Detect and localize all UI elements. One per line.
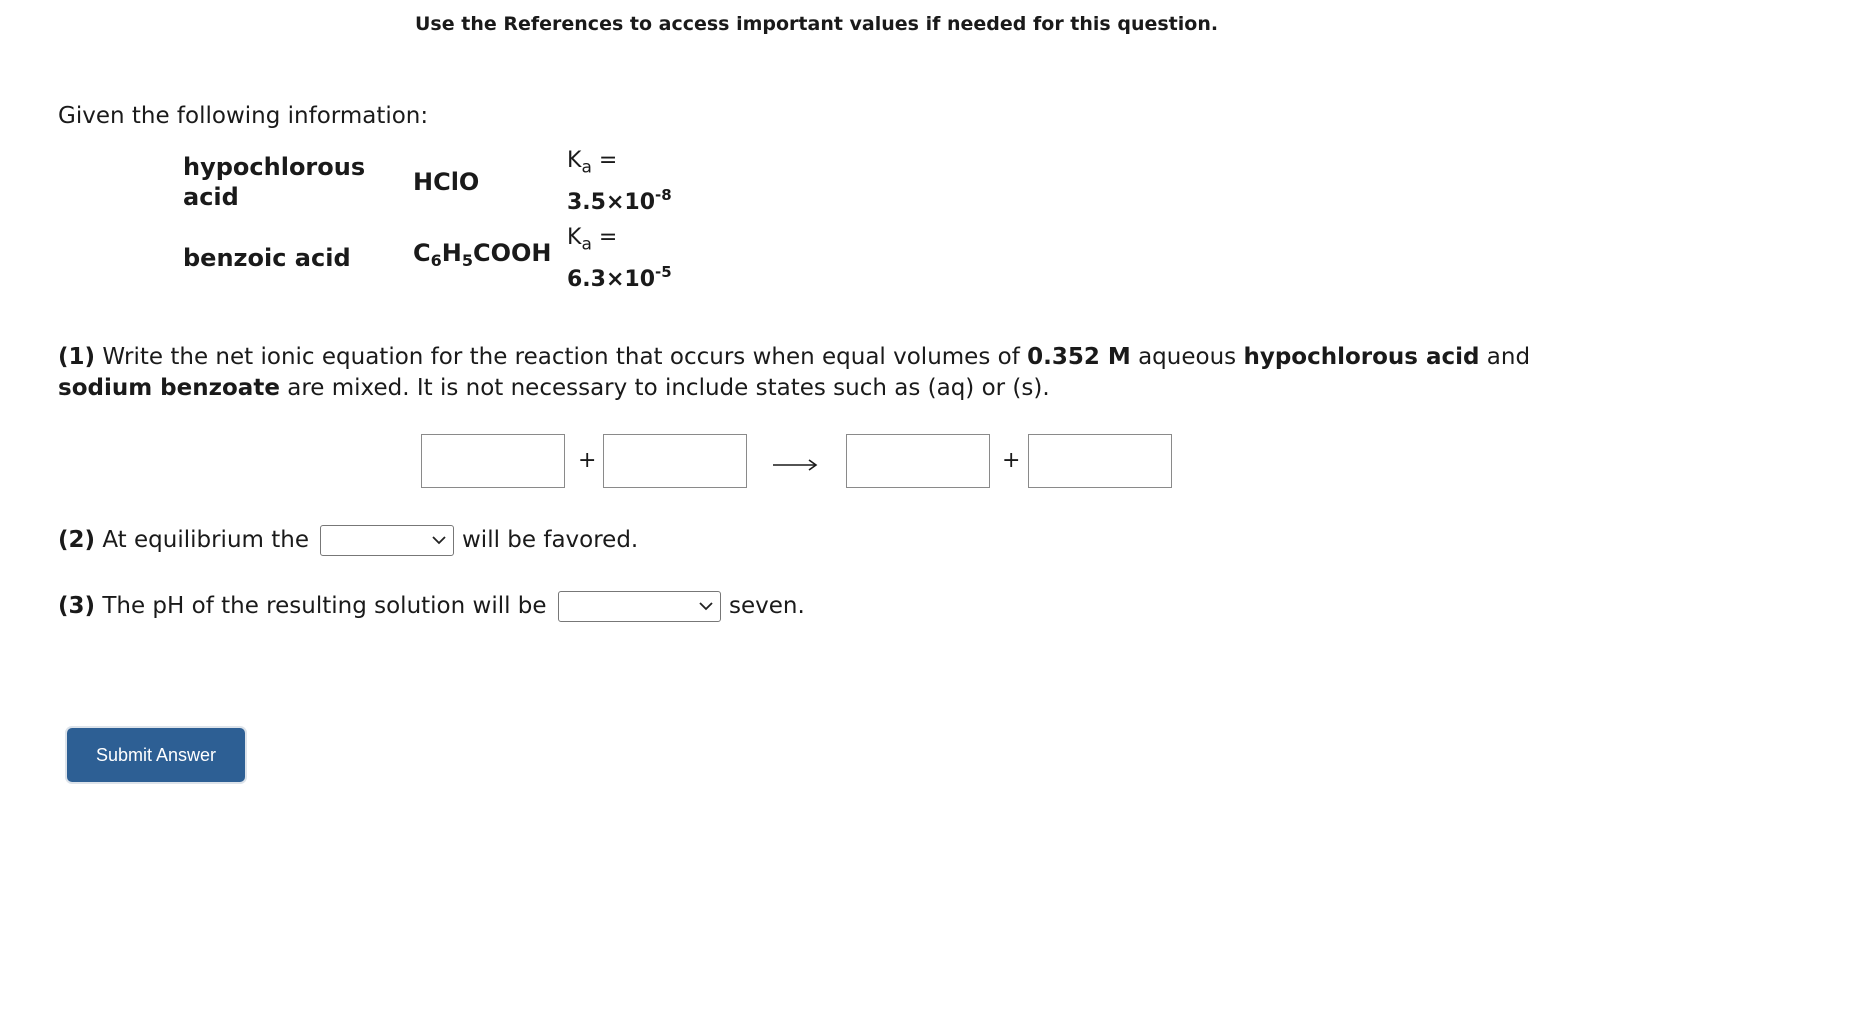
references-note: Use the References to access important values if needed for this question. (415, 13, 1219, 35)
question-3-number: (3) (58, 593, 96, 619)
ka-subscript: a (581, 157, 592, 178)
question-1-number: (1) (58, 344, 96, 370)
ph-comparison-select[interactable] (558, 591, 721, 622)
question-3-prefix-text: The pH of the resulting solution will be (95, 593, 547, 619)
formula-hclo: HClO (413, 168, 480, 196)
equation-product-2-input[interactable] (1028, 434, 1172, 488)
ka-symbol: K (567, 148, 582, 173)
formula-sub-5: 5 (461, 251, 473, 270)
ka-mantissa: 3.5×10 (567, 190, 656, 215)
question-1-reactant-2: sodium benzoate (58, 375, 280, 401)
question-2-prefix-text: At equilibrium the (95, 527, 309, 553)
question-1-text (58, 342, 1558, 404)
ka-symbol: K (567, 225, 582, 250)
equilibrium-favored-select[interactable] (320, 525, 454, 556)
formula-h: H (441, 239, 462, 267)
question-2-suffix: will be favored. (462, 527, 639, 553)
ka-equals: = (591, 225, 618, 250)
chevron-down-icon (699, 599, 713, 613)
ka-equals: = (591, 148, 618, 173)
question-1-reactant-1: hypochlorous acid (1243, 344, 1480, 370)
formula-benzoic (413, 238, 552, 268)
ka-subscript: a (581, 234, 592, 255)
question-3-suffix: seven. (729, 593, 805, 619)
question-3-prefix (58, 591, 547, 621)
ka-label-hclo (567, 148, 617, 177)
acid-name-line2: acid (183, 183, 239, 211)
ka-label-benzoic (567, 225, 617, 254)
equation-reactant-2-input[interactable] (603, 434, 747, 488)
acid-name-line1: hypochlorous (183, 153, 366, 181)
formula-sub-6: 6 (430, 251, 442, 270)
equation-reactant-1-input[interactable] (421, 434, 565, 488)
equation-product-1-input[interactable] (846, 434, 990, 488)
ka-value-benzoic (567, 263, 672, 292)
question-1-text-c: and (1479, 344, 1531, 370)
ka-exponent: -5 (655, 263, 672, 281)
ka-mantissa: 6.3×10 (567, 267, 656, 292)
ka-value-hclo (567, 186, 672, 215)
question-2-number: (2) (58, 527, 96, 553)
equation-plus-left: + (578, 448, 597, 473)
question-2-prefix (58, 525, 309, 555)
submit-answer-button[interactable]: Submit Answer (67, 728, 245, 782)
acid-name-hypochlorous (183, 152, 365, 212)
acid-name-benzoic: benzoic acid (183, 244, 351, 272)
given-heading: Given the following information: (58, 103, 429, 129)
chevron-down-icon (432, 533, 446, 547)
ka-exponent: -8 (655, 186, 672, 204)
question-1-concentration: 0.352 M (1027, 344, 1131, 370)
equation-plus-right: + (1002, 448, 1021, 473)
reaction-arrow-icon (771, 452, 819, 476)
question-1-text-a: Write the net ionic equation for the reaction that occurs when equal volumes of (95, 344, 1028, 370)
formula-c: C (413, 239, 431, 267)
question-1-text-b: aqueous (1130, 344, 1244, 370)
formula-cooh: COOH (473, 239, 552, 267)
question-1-text-d: are mixed. It is not necessary to include states such as (aq) or (s). (279, 375, 1050, 401)
